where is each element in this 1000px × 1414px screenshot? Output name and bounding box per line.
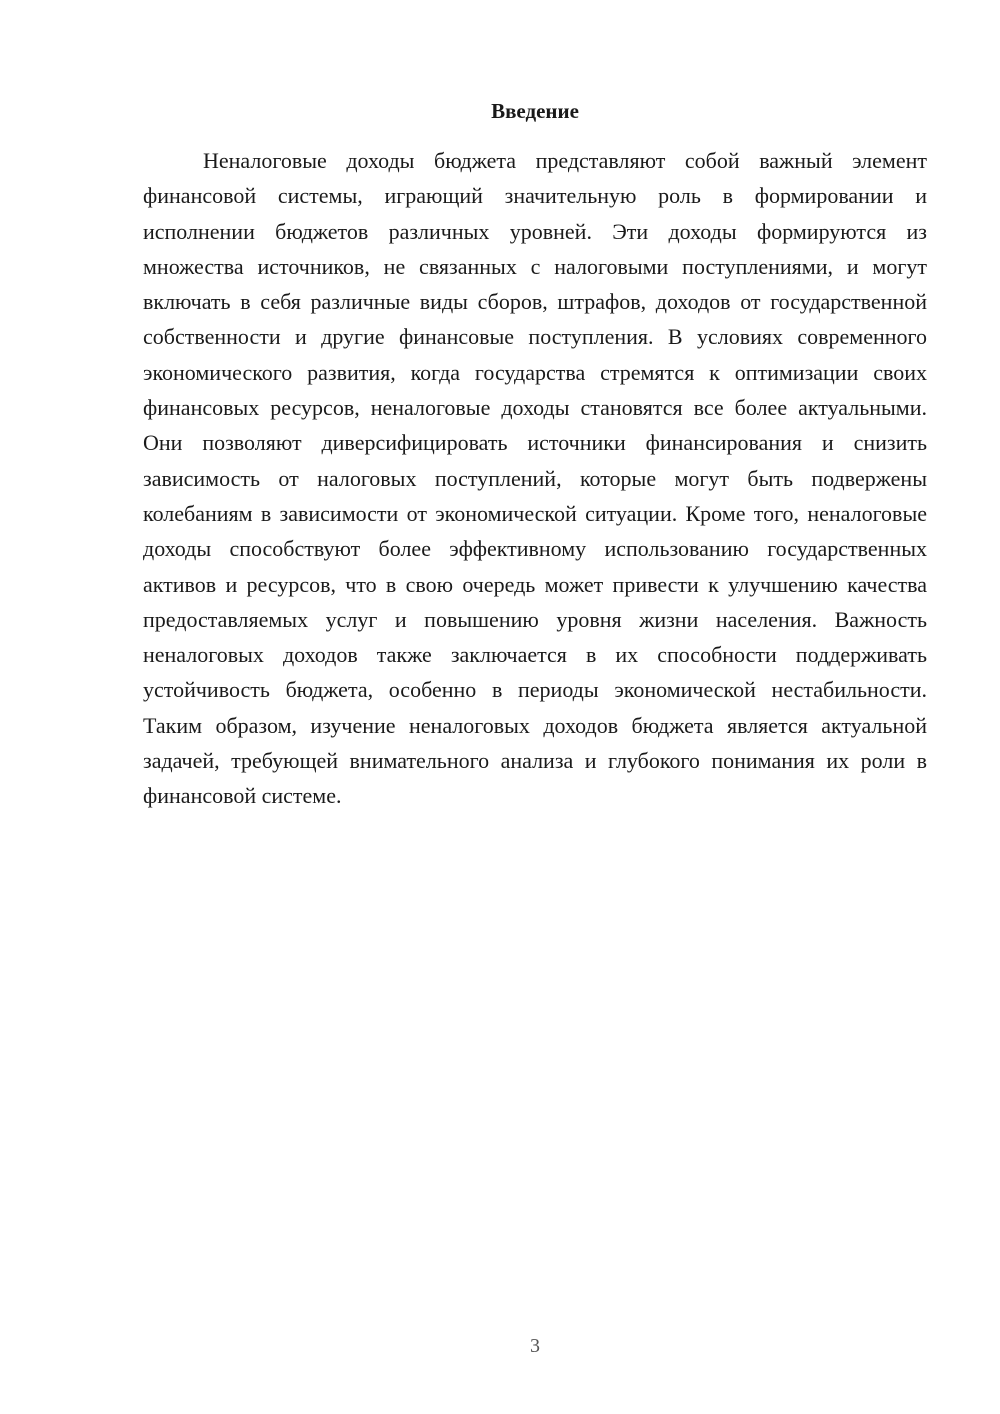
section-heading: Введение	[491, 99, 579, 123]
page-number: 3	[530, 1335, 540, 1357]
body-paragraph: Неналоговые доходы бюджета представляют собой важный элемент финансовой системы, играющий значительную роль в формировании и исполнении бюджетов различных уровней. Эти доходы формируются из множества источников, не связанных с налоговыми поступлениями, и могут включать в себя различные виды сборов, штрафов, доходов от государственной собственности и другие финансовые поступления. В условиях современного экономического развития, когда государства стремятся к оптимизации своих финансовых ресурсов, неналоговые доходы становятся все более актуальными. Они позволяют диверсифицировать источники финансирования и снизить зависимость от налоговых поступлений, которые могут быть подвержены колебаниям в зависимости от экономической ситуации. Кроме того, неналоговые доходы способствуют более эффективному использованию государственных активов и ресурсов, что в свою очередь может привести к улучшению качества предоставляемых услуг и повышению уровня жизни населения. Важность неналоговых доходов также заключается в их способности поддерживать устойчивость бюджета, особенно в периоды экономической нестабильности. Таким образом, изучение неналоговых доходов бюджета является актуальной задачей, требующей внимательного анализа и глубокого понимания их роли в финансовой системе.	[143, 148, 927, 809]
